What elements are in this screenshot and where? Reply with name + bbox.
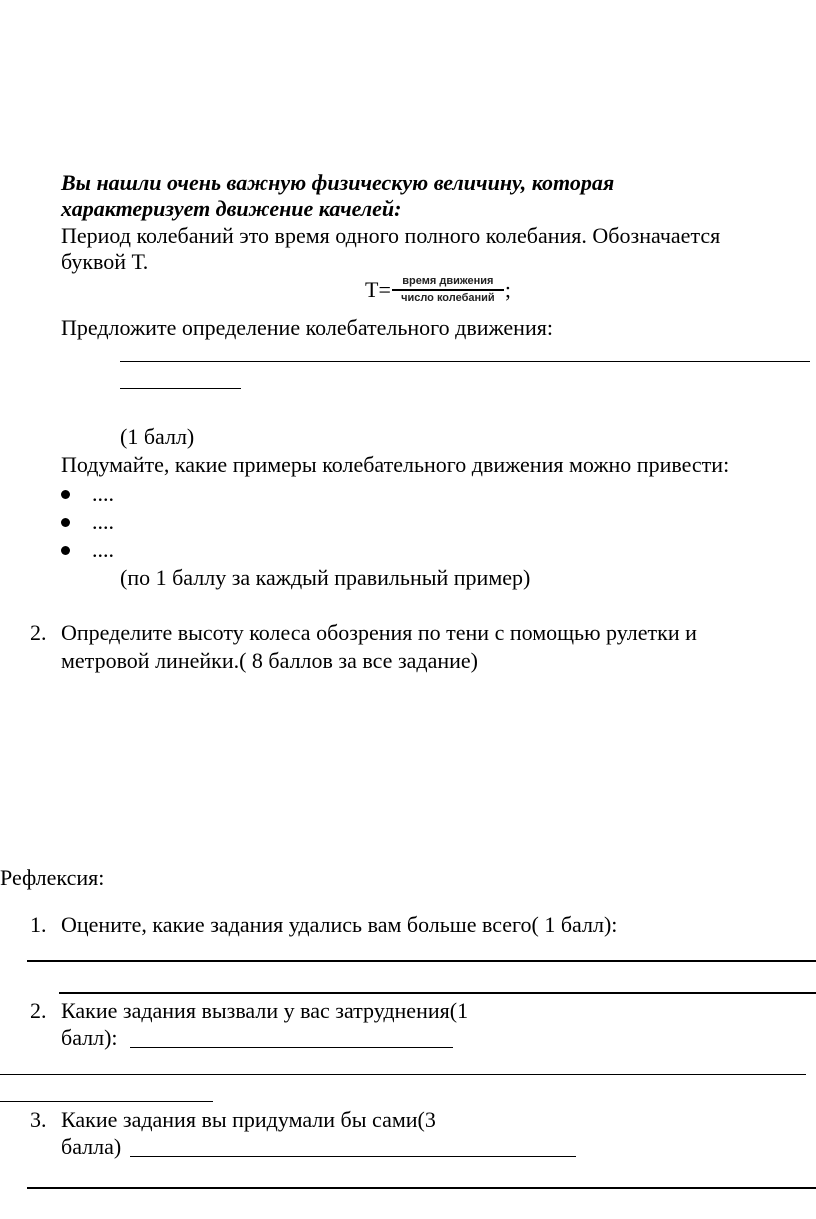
formula-suffix: ; [504, 277, 511, 302]
reflection-title: Рефлексия: [0, 865, 105, 890]
task2-line-1: Определите высоту колеса обозрения по тени с помощью рулетки и [61, 620, 697, 645]
define-score: (1 балл) [120, 424, 195, 449]
reflection-item-2-line-1: Какие задания вызвали у вас затруднения(1 [61, 998, 469, 1023]
intro-line-1: Период колебаний это время одного полного колебания. Обозначается [61, 223, 721, 248]
period-formula [365, 273, 511, 307]
example-item: .... [92, 537, 114, 562]
formula-denominator: число колебаний [401, 292, 495, 304]
answer-line [130, 1156, 576, 1157]
reflection-item-3-line-1: Какие задания вы придумали бы сами(3 [61, 1107, 436, 1132]
reflection-item-3-number: 3. [30, 1107, 47, 1132]
fraction-bar [392, 289, 504, 291]
example-item: .... [92, 481, 114, 506]
formula-lhs: T= [365, 277, 391, 302]
answer-line [120, 388, 241, 389]
task2-number: 2. [30, 620, 47, 645]
answer-line [27, 1187, 816, 1189]
answer-line [59, 992, 816, 994]
answer-line [0, 1074, 806, 1075]
reflection-item-2-line-2: балл): [61, 1025, 118, 1050]
answer-line [130, 1047, 453, 1048]
answer-line [120, 361, 810, 362]
intro-bold-line-2: характеризует движение качелей: [61, 196, 402, 221]
reflection-item-1-number: 1. [30, 912, 47, 937]
bullet-icon [61, 490, 70, 499]
reflection-item-2-number: 2. [30, 998, 47, 1023]
examples-prompt: Подумайте, какие примеры колебательного движения можно привести: [61, 452, 730, 477]
task2-line-2: метровой линейки.( 8 баллов за все задание) [61, 648, 478, 673]
reflection-item-3-line-2: балла) [61, 1134, 122, 1159]
formula-fraction [392, 275, 504, 305]
examples-score: (по 1 баллу за каждый правильный пример) [120, 565, 531, 590]
example-item: .... [92, 509, 114, 534]
bullet-icon [61, 546, 70, 555]
intro-line-2: буквой Т. [61, 249, 149, 274]
define-prompt: Предложите определение колебательного движения: [61, 315, 553, 340]
bullet-icon [61, 518, 70, 527]
answer-line [27, 960, 816, 962]
answer-line [0, 1101, 213, 1102]
intro-bold-line-1: Вы нашли очень важную физическую величину, которая [61, 170, 615, 195]
formula-numerator: время движения [402, 275, 494, 287]
reflection-item-1-text: Оцените, какие задания удались вам больше всего( 1 балл): [61, 912, 618, 937]
